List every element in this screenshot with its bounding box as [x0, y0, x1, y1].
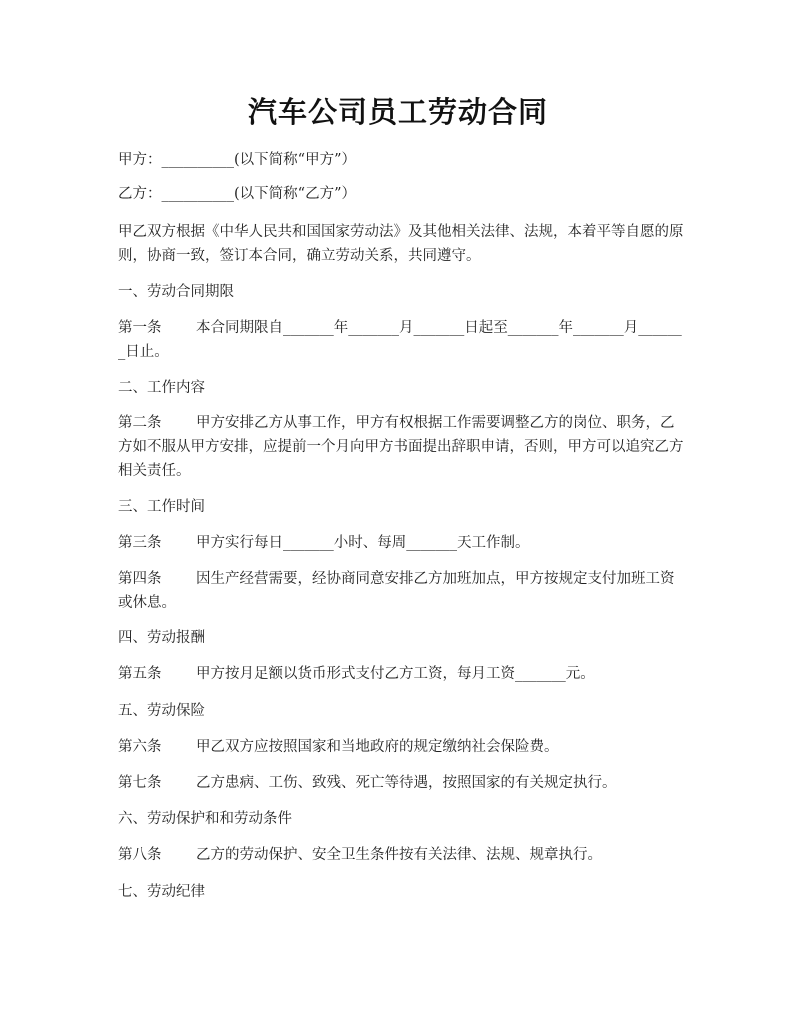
- document-title: 汽车公司员工劳动合同: [247, 95, 548, 129]
- preamble-paragraph: 甲乙双方根据《中华人民共和国国家劳动法》及其他相关法律、法规，本着平等自愿的原则，协商一致，签订本合同，确立劳动关系，共同遵守。: [118, 224, 684, 264]
- section-heading: 六、劳动保护和和劳动条件: [118, 811, 292, 827]
- section-heading: 五、劳动保险: [118, 703, 205, 719]
- article-label: 第三条: [118, 535, 162, 551]
- article-paragraph: [118, 771, 684, 795]
- article-text: 乙方的劳动保护、安全卫生条件按有关法律、法规、规章执行。: [196, 847, 602, 863]
- article-label: 第八条: [118, 847, 162, 863]
- article-text: 甲方安排乙方从事工作，甲方有权根据工作需要调整乙方的岗位、职务，乙方如不服从甲方安排，应提前一个月向甲方书面提出辞职申请，否则，甲方可以追究乙方相关责任。: [118, 415, 684, 479]
- article-label: 第四条: [118, 571, 162, 587]
- article-text: 本合同期限自_______年_______月_______日起至_______年_______月_______日止。: [118, 320, 682, 360]
- article-paragraph: [118, 735, 684, 759]
- article-label: 第六条: [118, 739, 162, 755]
- article-label: 第一条: [118, 320, 162, 336]
- section-heading: 二、工作内容: [118, 380, 205, 396]
- article-paragraph: [118, 567, 684, 615]
- article-paragraph: [118, 662, 684, 686]
- party-a-line: 甲方：__________(以下简称“甲方”）: [118, 152, 356, 168]
- article-label: 第五条: [118, 666, 162, 682]
- article-label: 第七条: [118, 775, 162, 791]
- article-paragraph: [118, 531, 684, 555]
- article-paragraph: [118, 316, 684, 364]
- article-text: 因生产经营需要，经协商同意安排乙方加班加点，甲方按规定支付加班工资或休息。: [118, 571, 675, 611]
- article-paragraph: [118, 411, 684, 483]
- article-text: 甲乙双方应按照国家和当地政府的规定缴纳社会保险费。: [196, 739, 559, 755]
- article-paragraph: [118, 843, 684, 867]
- section-heading: 三、工作时间: [118, 499, 205, 515]
- article-text: 甲方按月足额以货币形式支付乙方工资，每月工资_______元。: [196, 666, 595, 682]
- section-heading: 一、劳动合同期限: [118, 284, 234, 300]
- party-b-line: 乙方：__________(以下简称“乙方”）: [118, 186, 356, 202]
- section-heading: 四、劳动报酬: [118, 630, 205, 646]
- article-text: 乙方患病、工伤、致残、死亡等待遇，按照国家的有关规定执行。: [196, 775, 617, 791]
- article-text: 甲方实行每日_______小时、每周_______天工作制。: [196, 535, 530, 551]
- article-label: 第二条: [118, 415, 162, 431]
- section-heading: 七、劳动纪律: [118, 884, 205, 900]
